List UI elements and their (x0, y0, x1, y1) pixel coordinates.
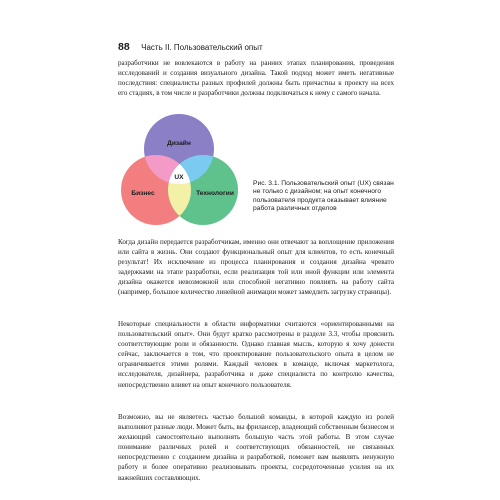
paragraph-4: Возможно, вы не являетесь частью большой команды, в которой каждую из ролей выполняют разные люди. Может быть, вы фрилансер, владеющий собственным бизнесом и желающий самостоятельно выполнять большую часть этой работы. В этом случае понимание различных ролей и соответствующих обязанностей, не связанных непосредственно с созданием дизайна и разработкой, поможет вам выявлять ненужную работу и более оперативно реализовывать проекты, сосредоточенные усилия на их важнейших составляющих. (118, 413, 394, 482)
venn-label-ux: UX (174, 174, 184, 181)
paragraph-2: Когда дизайн передается разработчикам, именно они отвечают за воплощение приложения или сайта в жизнь. Они создают функциональный опыт для клиентов, то есть конечный результат! Их исключение из процесса планирования и создания дизайна чревато задержками на этапе разработки, если реализация той или иной функции или элемента дизайна окажется невозможной или способной негативно повлиять на работу сайта (например, большое количество линейной анимации может замедлить загрузку страницы). (118, 238, 394, 297)
page-number: 88 (118, 41, 130, 53)
paragraph-3: Некоторые специальности в области информатики считаются «ориентированными на пользовательский опыт». Они будут кратко рассмотрены в разделе 3.3, чтобы прояснить соответствующие роли и обязанности. Однако главная мысль, которую я хочу донести сейчас, заключается в том, что проектирование пользовательского опыта в целом не ограничивается этими ролями. Каждый человек в команде, включая маркетолога, исследователя, дизайнера, разработчика и даже специалиста по контролю качества, непосредственно влияет на опыт конечного пользователя. (118, 320, 394, 389)
running-head: Часть II. Пользовательский опыт (141, 43, 263, 52)
venn-diagram (107, 108, 252, 236)
figure-caption: Рис. 3.1. Пользовательский опыт (UX) связан не только с дизайном; на опыт конечного пользователя продукта оказывает влияние работа различных отделов (253, 180, 394, 212)
venn-label-technology: Технологии (196, 190, 234, 197)
venn-label-design: Дизайн (167, 140, 191, 147)
page-header (118, 37, 418, 53)
venn-label-business: Бизнес (131, 190, 155, 197)
paragraph-1: разработчики не вовлекаются в работу на ранних этапах планирования, проведения исследований и создания визуального дизайна. Такой подход может иметь негативные последствия: специалисты разных профилей должны быть причастны к проекту на всех его стадиях, в том числе и разработчики должны подключаться к нему с самого начала. (118, 59, 394, 98)
